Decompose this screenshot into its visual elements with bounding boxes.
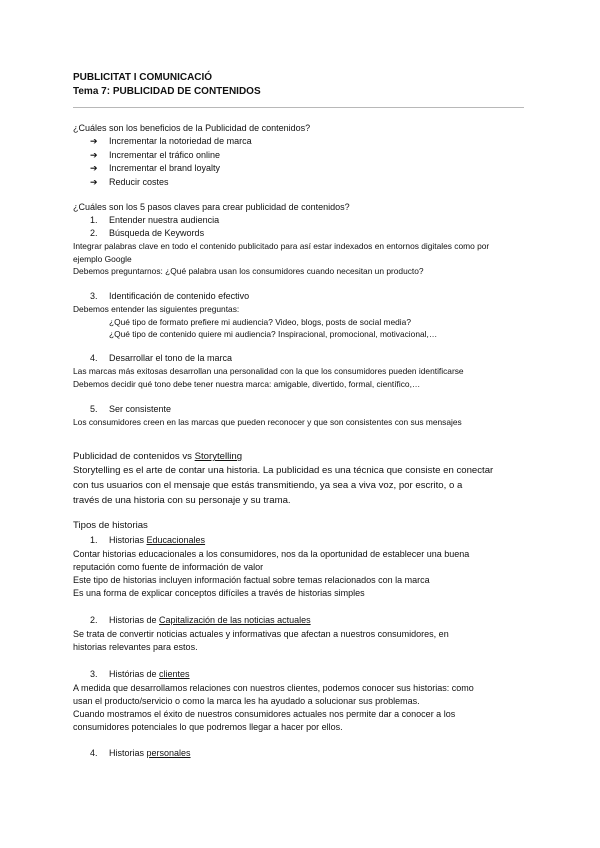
step-number: 2.	[90, 228, 98, 238]
story-type-prefix: Historias	[109, 535, 147, 545]
paragraph-line: A medida que desarrollamos relaciones con nuestros clientes, podemos conocer sus historias: como	[73, 683, 474, 693]
storytelling-heading	[73, 451, 242, 463]
tipos-heading: Tipos de historias	[73, 520, 148, 531]
step-number: 1.	[90, 215, 98, 225]
step-number: 5.	[90, 404, 98, 414]
story-type-number: 1.	[90, 535, 98, 545]
beneficio-item: Reducir costes	[109, 177, 169, 187]
document-title: PUBLICITAT I COMUNICACIÓ	[73, 72, 213, 83]
paragraph-line: través de una historia con su personaje y su trama.	[73, 495, 291, 506]
story-type-prefix: Histórias de	[109, 669, 160, 679]
step-text: Las marcas más exitosas desarrollan una personalidad con la que los consumidores pueden identificarse	[73, 366, 464, 376]
story-type-title	[109, 747, 191, 759]
header-divider	[73, 107, 524, 108]
paragraph-line: Este tipo de historias incluyen información factual sobre temas relacionados con la marca	[73, 575, 430, 585]
paragraph-line: usan el producto/servicio o como la marca les ha ayudado a solucionar sus problemas.	[73, 696, 420, 706]
arrow-bullet-icon: ➔	[90, 150, 98, 160]
story-type-title	[109, 534, 205, 546]
step-text: Debemos entender las siguientes preguntas:	[73, 304, 240, 314]
paragraph-line: Storytelling es el arte de contar una historia. La publicidad es una técnica que consiste en conectar	[73, 465, 494, 476]
step-title: Desarrollar el tono de la marca	[109, 353, 233, 363]
story-type-title	[109, 668, 190, 680]
story-type-link[interactable]: clientes	[159, 669, 190, 679]
arrow-bullet-icon: ➔	[90, 163, 98, 173]
step-text: Debemos preguntarnos: ¿Qué palabra usan los consumidores cuando necesitan un producto?	[73, 266, 424, 276]
story-type-link[interactable]: personales	[146, 748, 191, 758]
paragraph-line: consumidores potenciales lo que podremos llegar a hacer por ellos.	[73, 722, 343, 732]
step-title: Identificación de contenido efectivo	[109, 291, 250, 301]
beneficio-item: Incrementar el brand loyalty	[109, 163, 221, 173]
story-type-number: 2.	[90, 615, 98, 625]
paragraph-line: con tus usuarios con el mensaje que estás transmitiendo, ya sea a viva voz, por escrito, o a	[73, 480, 463, 491]
step-text: ejemplo Google	[73, 254, 132, 264]
story-type-prefix: Historias de	[109, 615, 160, 625]
story-type-prefix: Historias	[109, 748, 147, 758]
paragraph-line: Se trata de convertir noticias actuales y informativas que afectan a nuestros consumidores, en	[73, 629, 449, 639]
storytelling-link[interactable]: Storytelling	[194, 451, 243, 462]
paragraph-line: reputación como fuente de información de valor	[73, 562, 264, 572]
step-text: Integrar palabras clave en todo el contenido publicitado para así estar indexados en entornos digitales como por	[73, 241, 490, 251]
arrow-bullet-icon: ➔	[90, 177, 98, 187]
step-number: 3.	[90, 291, 98, 301]
story-type-title	[109, 614, 311, 626]
beneficio-item: Incrementar el tráfico online	[109, 150, 221, 160]
document-subtitle: Tema 7: PUBLICIDAD DE CONTENIDOS	[73, 86, 261, 97]
paragraph-line: Cuando mostramos el éxito de nuestros consumidores actuales nos permite dar a conocer a los	[73, 709, 456, 719]
paragraph-line: historias relevantes para estos.	[73, 642, 198, 652]
beneficio-item: Incrementar la notoriedad de marca	[109, 136, 252, 146]
story-type-number: 4.	[90, 748, 98, 758]
storytelling-heading-text: Publicidad de contenidos vs	[73, 451, 195, 462]
paragraph-line: Es una forma de explicar conceptos difíciles a través de historias simples	[73, 588, 365, 598]
pasos-question: ¿Cuáles son los 5 pasos claves para crear publicidad de contenidos?	[73, 202, 350, 212]
step-title: Entender nuestra audiencia	[109, 215, 220, 225]
step-title: Ser consistente	[109, 404, 172, 414]
paragraph-line: Contar historias educacionales a los consumidores, nos da la oportunidad de establecer una buena	[73, 549, 470, 559]
step-text: Los consumidores creen en las marcas que pueden reconocer y que son consistentes con sus mensajes	[73, 417, 462, 427]
step-number: 4.	[90, 353, 98, 363]
step-title: Búsqueda de Keywords	[109, 228, 205, 238]
beneficios-question: ¿Cuáles son los beneficios de la Publicidad de contenidos?	[73, 123, 311, 133]
step-question: ¿Qué tipo de formato prefiere mi audiencia? Video, blogs, posts de social media?	[109, 317, 411, 327]
story-type-link[interactable]: Educacionales	[146, 535, 206, 545]
story-type-link[interactable]: Capitalización de las noticias actuales	[159, 615, 311, 625]
step-question: ¿Qué tipo de contenido quiere mi audiencia? Inspiracional, promocional, motivacional,…	[109, 329, 438, 339]
step-text: Debemos decidir qué tono debe tener nuestra marca: amigable, divertido, formal, científico,…	[73, 379, 421, 389]
story-type-number: 3.	[90, 669, 98, 679]
arrow-bullet-icon: ➔	[90, 136, 98, 146]
